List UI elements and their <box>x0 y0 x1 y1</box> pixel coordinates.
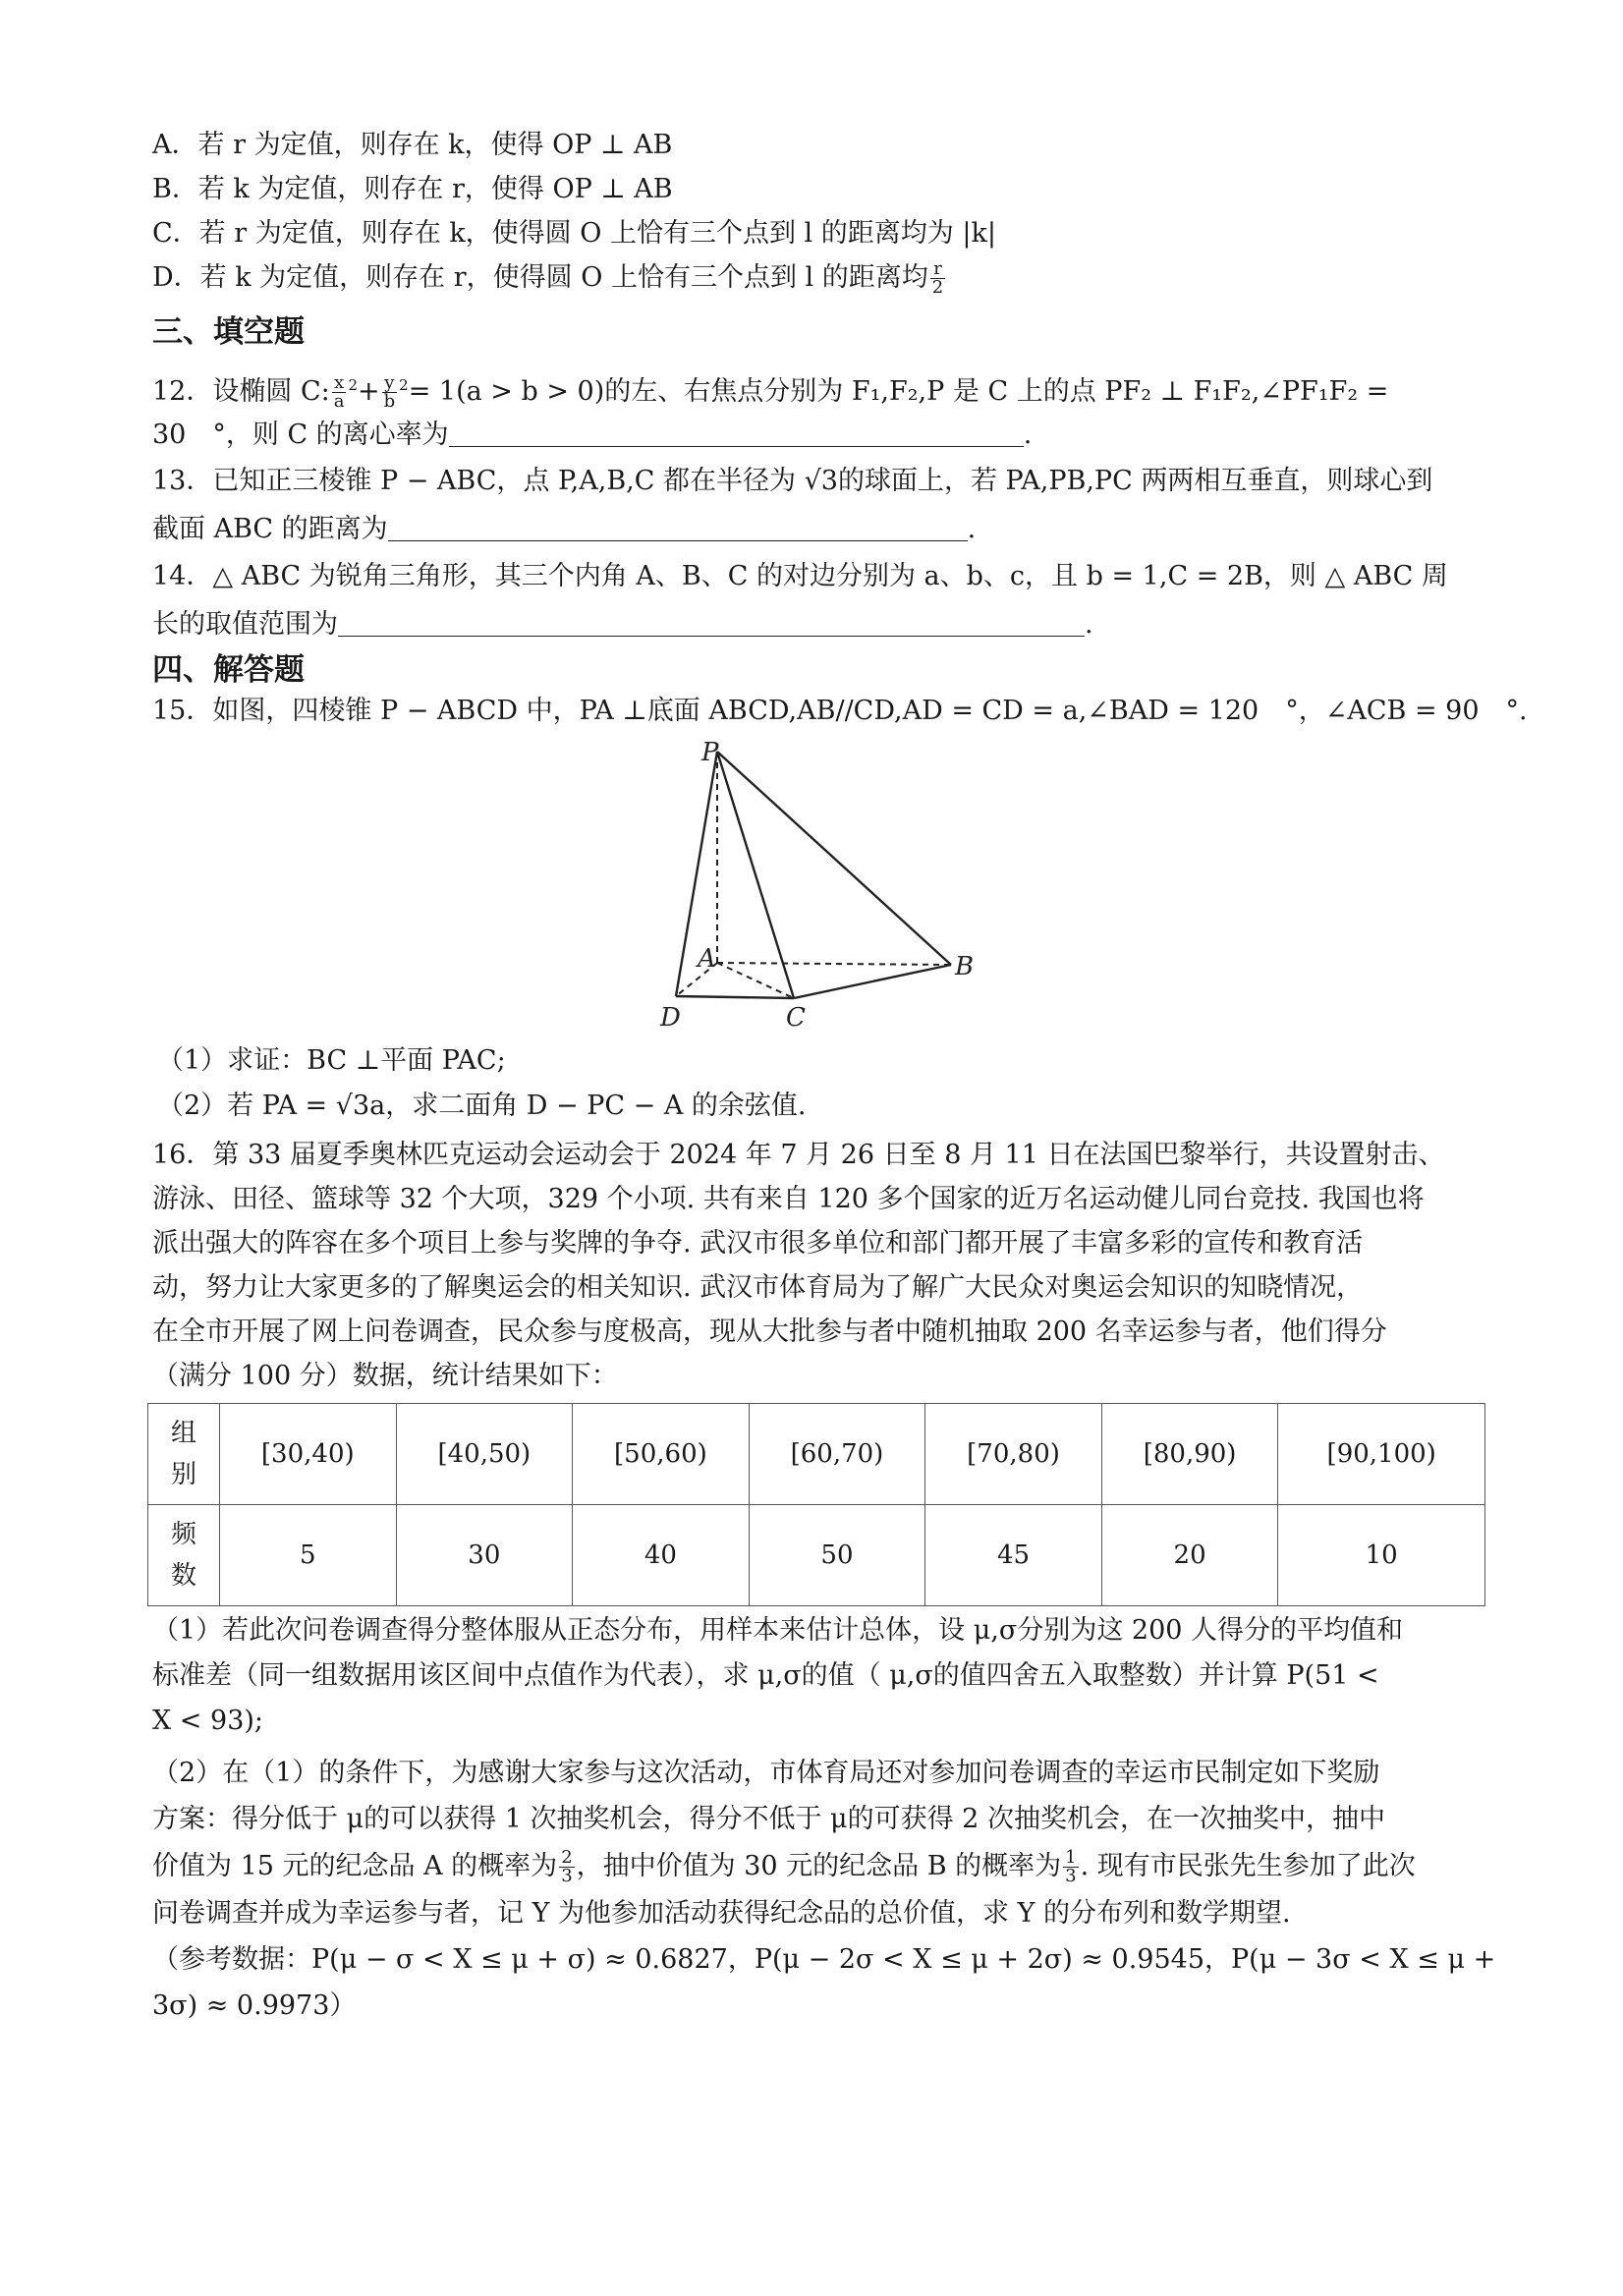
question-16-part2-line2: 方案：得分低于 μ的可以获得 1 次抽奖机会，得分不低于 μ的可获得 2 次抽奖机会，在一次抽奖中，抽中 <box>152 1804 1385 1834</box>
table-row-counts <box>148 1505 1485 1606</box>
reference-data-line2: 3σ) ≈ 0.9973） <box>152 1990 357 2021</box>
q12-period: . <box>1023 420 1033 450</box>
question-13-line2 <box>152 510 976 549</box>
question-12-line1 <box>152 365 1388 412</box>
table-cell: [40,50) <box>396 1404 573 1505</box>
table-cell: [80,90) <box>1101 1404 1278 1505</box>
question-16-part1-line3: X < 93); <box>152 1706 263 1736</box>
fraction-denominator: 2 <box>931 277 944 298</box>
table-cell: 5 <box>220 1505 397 1606</box>
section-title-solutions: 四、解答题 <box>152 652 305 688</box>
question-16-part1-line2: 标准差（同一组数据用该区间中点值作为代表），求 μ,σ的值（ μ,σ的值四舍五入取整数）并计算 P(51 < <box>152 1660 1379 1691</box>
edge-pb <box>717 752 951 965</box>
edge-ab-hidden <box>717 963 951 965</box>
reference-data-line1: （参考数据：P(μ − σ < X ≤ μ + σ) ≈ 0.6827，P(μ − 2σ < X ≤ μ + 2σ) ≈ 0.9545，P(μ − 3σ < X ≤ μ + <box>152 1944 1496 1975</box>
option-c: C．若 r 为定值，则存在 k，使得圆 O 上恰有三个点到 l 的距离均为 |k| <box>152 218 996 249</box>
table-cell: 40 <box>573 1505 750 1606</box>
answer-blank-13[interactable] <box>388 513 968 541</box>
fraction-numerator: y <box>382 374 398 393</box>
table-cell: [60,70) <box>749 1404 925 1505</box>
question-16-line3: 派出强大的阵容在多个项目上参与奖牌的争夺. 武汉市很多单位和部门都开展了丰富多彩的宣传和教育活 <box>152 1228 1364 1259</box>
q16-part2-text-a: 价值为 15 元的纪念品 A 的概率为 <box>152 1851 558 1881</box>
table-cell: 45 <box>925 1505 1102 1606</box>
option-d-fraction <box>930 260 945 297</box>
score-frequency-table <box>147 1403 1485 1606</box>
question-15-part1: （1）求证：BC ⊥平面 PAC; <box>157 1045 506 1076</box>
question-14-line1: 14．△ ABC 为锐角三角形，其三个内角 A、B、C 的对边分别为 a、b、c，且 b = 1,C = 2B，则 △ ABC 周 <box>152 561 1448 591</box>
answer-blank-12[interactable] <box>449 419 1024 447</box>
table-cell: [90,100) <box>1278 1404 1485 1505</box>
fraction-denominator: 3 <box>1065 1866 1077 1886</box>
question-16-line5: 在全市开展了网上问卷调查，民众参与度极高，现从大批参与者中随机抽取 200 名幸运参与者，他们得分 <box>152 1316 1387 1347</box>
question-16-line4: 动，努力让大家更多的了解奥运会的相关知识. 武汉市体育局为了解广大民众对奥运会知识的知晓情况， <box>152 1272 1364 1303</box>
edge-dc <box>676 996 794 998</box>
question-15-line1: 15．如图，四棱锥 P − ABCD 中，PA ⊥底面 ABCD,AB//CD,AD = CD = a,∠BAD = 120 °，∠ACB = 90 °. <box>152 696 1528 726</box>
label-c: C <box>786 1003 806 1033</box>
question-16-line6: （满分 100 分）数据，统计结果如下： <box>152 1361 618 1391</box>
table-row-groups <box>148 1404 1485 1505</box>
q12-start: 12．设椭圆 C: <box>152 376 330 407</box>
fraction-denominator: b <box>383 391 396 412</box>
q12-end: = 1(a > b > 0)的左、右焦点分别为 F₁,F₂,P 是 C 上的点 PF₂ ⊥ F₁F₂,∠PF₁F₂ = <box>408 376 1389 407</box>
fraction-one-third <box>1063 1849 1078 1885</box>
table-cell: 20 <box>1101 1505 1278 1606</box>
fraction-numerator: x <box>332 374 347 393</box>
question-12-line2 <box>152 416 1032 455</box>
table-cell: 50 <box>749 1505 925 1606</box>
question-16-part2-line3 <box>152 1847 1416 1886</box>
question-16-line2: 游泳、田径、篮球等 32 个大项，329 个小项. 共有来自 120 多个国家的近万名运动健儿同台竞技. 我国也将 <box>152 1184 1425 1214</box>
fraction-denominator: 3 <box>561 1866 573 1886</box>
q12-y-fraction <box>382 374 398 411</box>
q14-period: . <box>1085 609 1093 640</box>
option-a: A．若 r 为定值，则存在 k，使得 OP ⊥ AB <box>152 130 673 160</box>
label-b: B <box>955 952 975 981</box>
option-d <box>152 258 947 298</box>
question-16-part2-line1: （2）在（1）的条件下，为感谢大家参与这次活动，市体育局还对参加问卷调查的幸运市民制定如下奖励 <box>152 1758 1380 1788</box>
answer-blank-14[interactable] <box>338 608 1085 637</box>
q12-plus: + <box>357 376 380 407</box>
q12-exponent-2: 2 <box>399 376 409 394</box>
question-16-part2-line4: 问卷调查并成为幸运参与者，记 Y 为他参加活动获得纪念品的总价值，求 Y 的分布列和数学期望. <box>152 1898 1291 1929</box>
edge-cb <box>794 965 951 998</box>
q12-exponent-1: 2 <box>348 376 358 394</box>
question-15-part2: （2）若 PA = √3a，求二面角 D − PC − A 的余弦值. <box>157 1091 807 1121</box>
edge-pc <box>717 752 794 998</box>
section-title-fill-in: 三、填空题 <box>152 314 305 350</box>
q13-period: . <box>967 514 977 544</box>
label-a: A <box>698 944 716 974</box>
label-d: D <box>660 1003 681 1033</box>
fraction-numerator: r <box>930 260 945 279</box>
table-cell: [50,60) <box>573 1404 750 1505</box>
option-d-text: D．若 k 为定值，则存在 r，使得圆 O 上恰有三个点到 l 的距离均 <box>152 262 928 293</box>
option-b: B．若 k 为定值，则存在 r，使得 OP ⊥ AB <box>152 174 673 204</box>
table-cell: [30,40) <box>220 1404 397 1505</box>
question-13-line1: 13．已知正三棱锥 P − ABC，点 P,A,B,C 都在半径为 √3的球面上，若 PA,PB,PC 两两相互垂直，则球心到 <box>152 466 1433 496</box>
table-header-group: 组 别 <box>148 1404 220 1505</box>
pyramid-figure <box>639 739 992 1043</box>
table-header-count: 频 数 <box>148 1505 220 1606</box>
q13-line2-text: 截面 ABC 的距离为 <box>152 514 388 544</box>
q16-part2-text-b: ，抽中价值为 30 元的纪念品 B 的概率为 <box>576 1851 1062 1881</box>
q16-part2-text-c: . 现有市民张先生参加了此次 <box>1080 1851 1416 1881</box>
fraction-two-thirds <box>559 1849 574 1885</box>
question-16-line1: 16．第 33 届夏季奥林匹克运动会运动会于 2024 年 7 月 26 日至 8 月 11 日在法国巴黎举行，共设置射击、 <box>152 1140 1445 1170</box>
fraction-numerator: 2 <box>561 1847 573 1868</box>
table-cell: [70,80) <box>925 1404 1102 1505</box>
question-16-part1-line1: （1）若此次问卷调查得分整体服从正态分布，用样本来估计总体，设 μ,σ分别为这 200 人得分的平均值和 <box>152 1615 1404 1646</box>
q12-x-fraction <box>332 374 347 411</box>
table-cell: 10 <box>1278 1505 1485 1606</box>
fraction-numerator: 1 <box>1065 1847 1077 1868</box>
edge-ac-hidden <box>717 963 794 998</box>
q14-line2-text: 长的取值范围为 <box>152 609 338 640</box>
fraction-denominator: a <box>333 391 345 412</box>
q12-line2-text: 30 °，则 C 的离心率为 <box>152 420 449 450</box>
label-p: P <box>701 739 719 767</box>
question-14-line2 <box>152 605 1093 644</box>
table-cell: 30 <box>396 1505 573 1606</box>
